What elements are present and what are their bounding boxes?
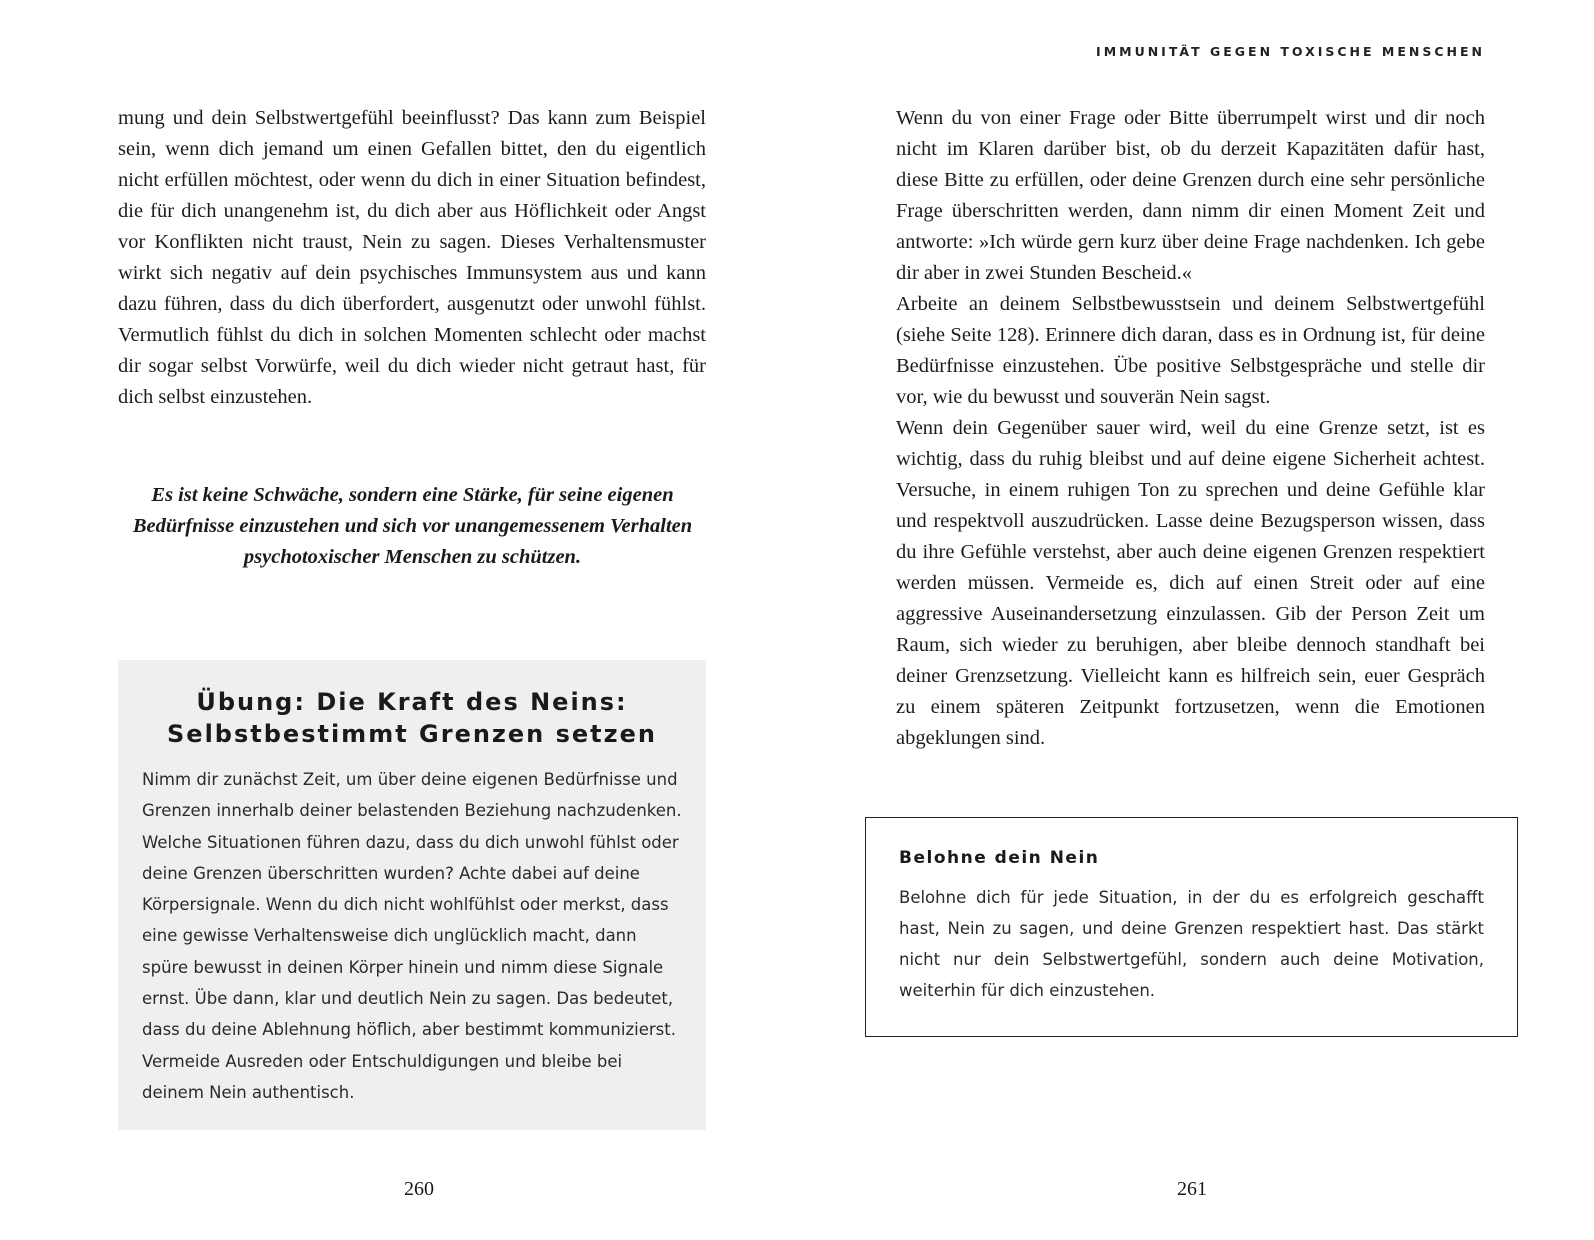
pull-quote: Es ist keine Schwäche, sondern eine Stärke, für seine eigenen Bedürfnisse einzustehen und sich vor unangemessenem Verhalten psychotoxischer Menschen zu schützen.: [132, 484, 693, 568]
right-body-text: [896, 103, 1485, 754]
running-head: IMMUNITÄT GEGEN TOXISCHE MENSCHEN: [1096, 44, 1485, 59]
tip-text: Belohne dich für jede Situation, in der du es erfolgreich geschafft hast, Nein zu sagen, und deine Grenzen respektiert hast. Das stärkt nicht nur dein Selbstwertgefühl, sondern auch deine Motivation, weiterhin für dich einzustehen.: [899, 888, 1484, 1000]
tip-box: [865, 817, 1518, 1037]
left-paragraph: mung und dein Selbstwertgefühl beeinflusst? Das kann zum Beispiel sein, wenn dich jemand um einen Gefallen bittet, den du eigentlich nicht erfüllen möchtest, oder wenn du dich in einer Situation befindest, die für dich unangenehm ist, du dich aber aus Höflichkeit oder Angst vor Konflikten nicht traust, Nein zu sagen. Dieses Verhaltensmuster wirkt sich negativ auf dein psychisches Immunsystem aus und kann dazu führen, dass du dich überfordert, ausgenutzt oder unwohl fühlst. Vermutlich fühlst du dich in solchen Momenten schlecht oder machst dir sogar selbst Vorwürfe, weil du dich wieder nicht getraut hast, für dich selbst einzustehen.: [118, 107, 706, 408]
tip-title: Belohne dein Nein: [899, 848, 1100, 868]
exercise-box: [118, 660, 706, 1130]
left-body-text: [118, 103, 706, 413]
right-paragraph-2: Arbeite an deinem Selbstbewusstsein und deinem Selbstwertgefühl (siehe Seite 128). Erinnere dich daran, dass es in Ordnung ist, für deine Bedürfnisse einzustehen. Übe positive Selbstgespräche und stelle dir vor, wie du bewusst und souverän Nein sagst.: [896, 293, 1485, 408]
exercise-title: Übung: Die Kraft des Neins: Selbstbestimmt Grenzen setzen: [167, 688, 657, 748]
page-number-left: 260: [404, 1178, 434, 1200]
exercise-text: Nimm dir zunächst Zeit, um über deine eigenen Bedürfnisse und Grenzen innerhalb deiner belastenden Beziehung nachzudenken. Welche Situationen führen dazu, dass du dich unwohl fühlst oder deine Grenzen überschritten wurden? Achte dabei auf deine Körpersignale. Wenn du dich nicht wohlfühlst oder merkst, dass eine gewisse Verhaltensweise dich unglücklich macht, dann spüre bewusst in deinen Körper hinein und nimm diese Signale ernst. Übe dann, klar und deutlich Nein zu sagen. Das bedeutet, dass du deine Ablehnung höflich, aber bestimmt kommunizierst. Vermeide Ausreden oder Entschuldigungen und bleibe bei deinem Nein authentisch.: [142, 770, 682, 1102]
right-paragraph-1: Wenn du von einer Frage oder Bitte überrumpelt wirst und dir noch nicht im Klaren darüber bist, ob du derzeit Kapazitäten dafür hast, diese Bitte zu erfüllen, oder deine Grenzen durch eine sehr persönliche Frage überschritten werden, dann nimm dir einen Moment Zeit und antworte: »Ich würde gern kurz über deine Frage nachdenken. Ich gebe dir aber in zwei Stunden Bescheid.«: [896, 107, 1485, 284]
page-number-right: 261: [1177, 1178, 1207, 1200]
right-paragraph-3: Wenn dein Gegenüber sauer wird, weil du eine Grenze setzt, ist es wichtig, dass du ruhig bleibst und auf deine eigene Sicherheit achtest. Versuche, in einem ruhigen Ton zu sprechen und deine Gefühle klar und respektvoll auszudrücken. Lasse deine Bezugsperson wissen, dass du ihre Gefühle verstehst, aber auch deine eigenen Grenzen respektiert werden müssen. Vermeide es, dich auf einen Streit oder auf eine aggressive Auseinandersetzung einzulassen. Gib der Person Zeit um Raum, sich wieder zu beruhigen, aber bleibe dennoch standhaft bei deiner Grenzsetzung. Vielleicht kann es hilfreich sein, euer Gespräch zu einem späteren Zeitpunkt fortzusetzen, wenn die Emotionen abgeklungen sind.: [896, 417, 1485, 749]
